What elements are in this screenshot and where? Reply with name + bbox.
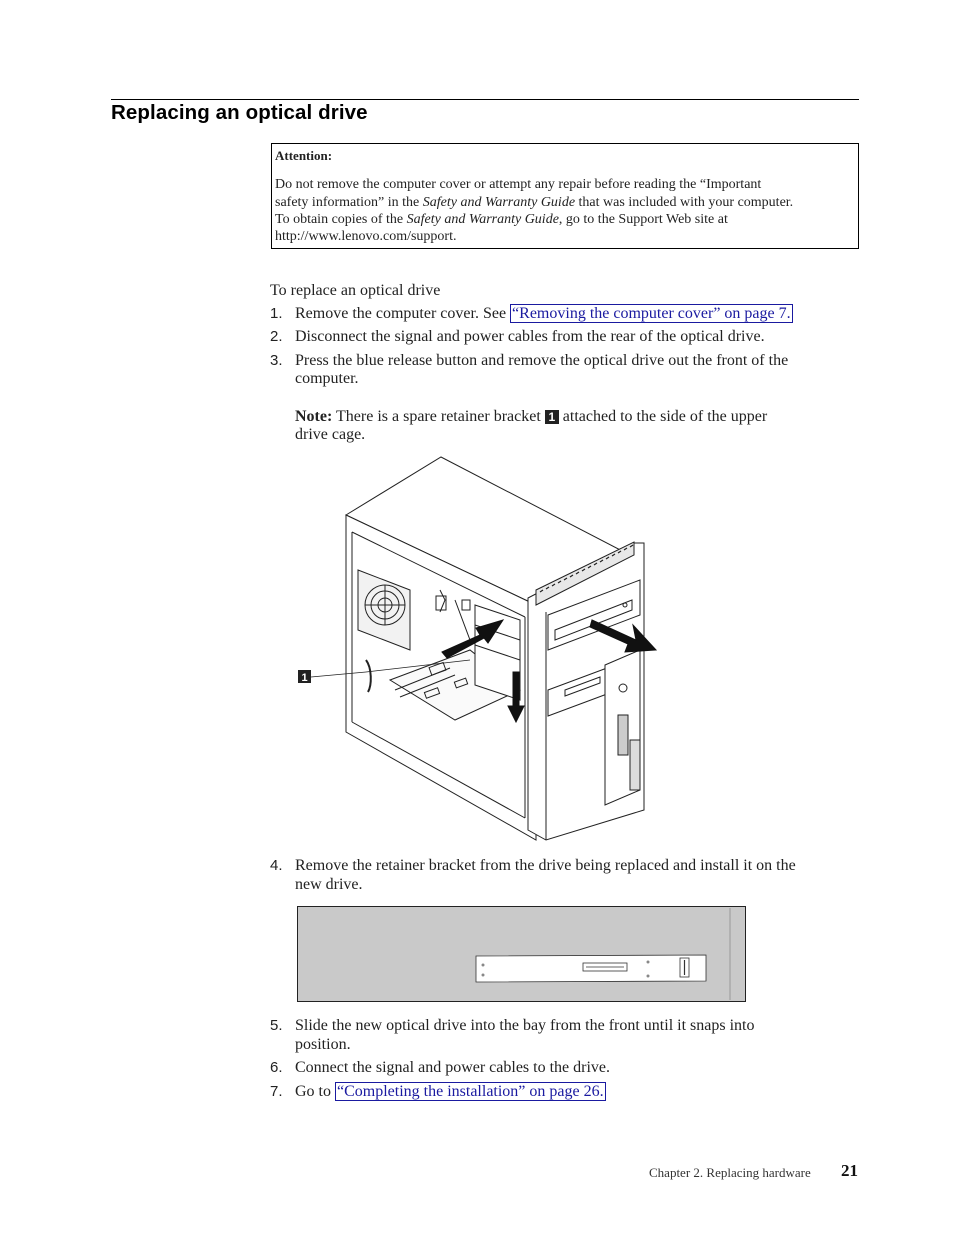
removing-cover-link[interactable]: “Removing the computer cover” on page 7.: [512, 305, 791, 322]
step-5-line-2: position.: [295, 1036, 351, 1053]
attention-line-3: To obtain copies of the Safety and Warranty Guide, go to the Support Web site at: [275, 212, 728, 227]
page-number: 21: [841, 1161, 858, 1180]
note-label: Note:: [295, 408, 333, 425]
retainer-bracket-illustration: [297, 906, 746, 1002]
figure-callout-1: 1: [301, 672, 308, 684]
heading-rule: [111, 99, 859, 100]
intro-text: To replace an optical drive: [270, 282, 441, 299]
callout-1: 1: [545, 410, 559, 424]
note-line-2: drive cage.: [295, 426, 366, 443]
step-number: 2.: [270, 328, 283, 345]
step-number: 3.: [270, 352, 283, 369]
step-2: Disconnect the signal and power cables from the rear of the optical drive.: [295, 328, 765, 345]
note-line-1: Note: There is a spare retainer bracket 1 attached to the side of the upper: [295, 408, 768, 425]
attention-box: [271, 143, 859, 249]
step-4-line-1: Remove the retainer bracket from the drive being replaced and install it on the: [295, 857, 796, 874]
attention-line-1: Do not remove the computer cover or attempt any repair before reading the “Important: [275, 177, 762, 192]
step-4-line-2: new drive.: [295, 876, 363, 893]
step-1: Remove the computer cover. See “Removing the computer cover” on page 7.: [295, 305, 791, 322]
step-3-line-1: Press the blue release button and remove the optical drive out the front of the: [295, 352, 789, 369]
step-3-line-2: computer.: [295, 370, 359, 387]
guide-title: Safety and Warranty Guide: [406, 212, 559, 227]
step-number: 6.: [270, 1059, 283, 1076]
step-number: 4.: [270, 857, 283, 874]
attention-label: Attention:: [275, 148, 333, 163]
footer-chapter: Chapter 2. Replacing hardware: [649, 1165, 811, 1180]
step-number: 5.: [270, 1017, 283, 1034]
step-7: Go to “Completing the installation” on page 26.: [295, 1083, 604, 1100]
step-5-line-1: Slide the new optical drive into the bay from the front until it snaps into: [295, 1017, 755, 1034]
step-6: Connect the signal and power cables to the drive.: [295, 1059, 611, 1076]
step-number: 1.: [270, 305, 283, 322]
page-title: Replacing an optical drive: [111, 101, 368, 124]
step-number: 7.: [270, 1083, 283, 1100]
support-url[interactable]: http://www.lenovo.com/support.: [275, 229, 457, 244]
guide-title: Safety and Warranty Guide: [422, 194, 576, 210]
attention-line-2: safety information” in the Safety and Warranty Guide that was included with your computer.: [275, 194, 794, 210]
optical-drive-removal-illustration: [290, 455, 660, 845]
completing-installation-link[interactable]: “Completing the installation” on page 26.: [337, 1083, 604, 1100]
